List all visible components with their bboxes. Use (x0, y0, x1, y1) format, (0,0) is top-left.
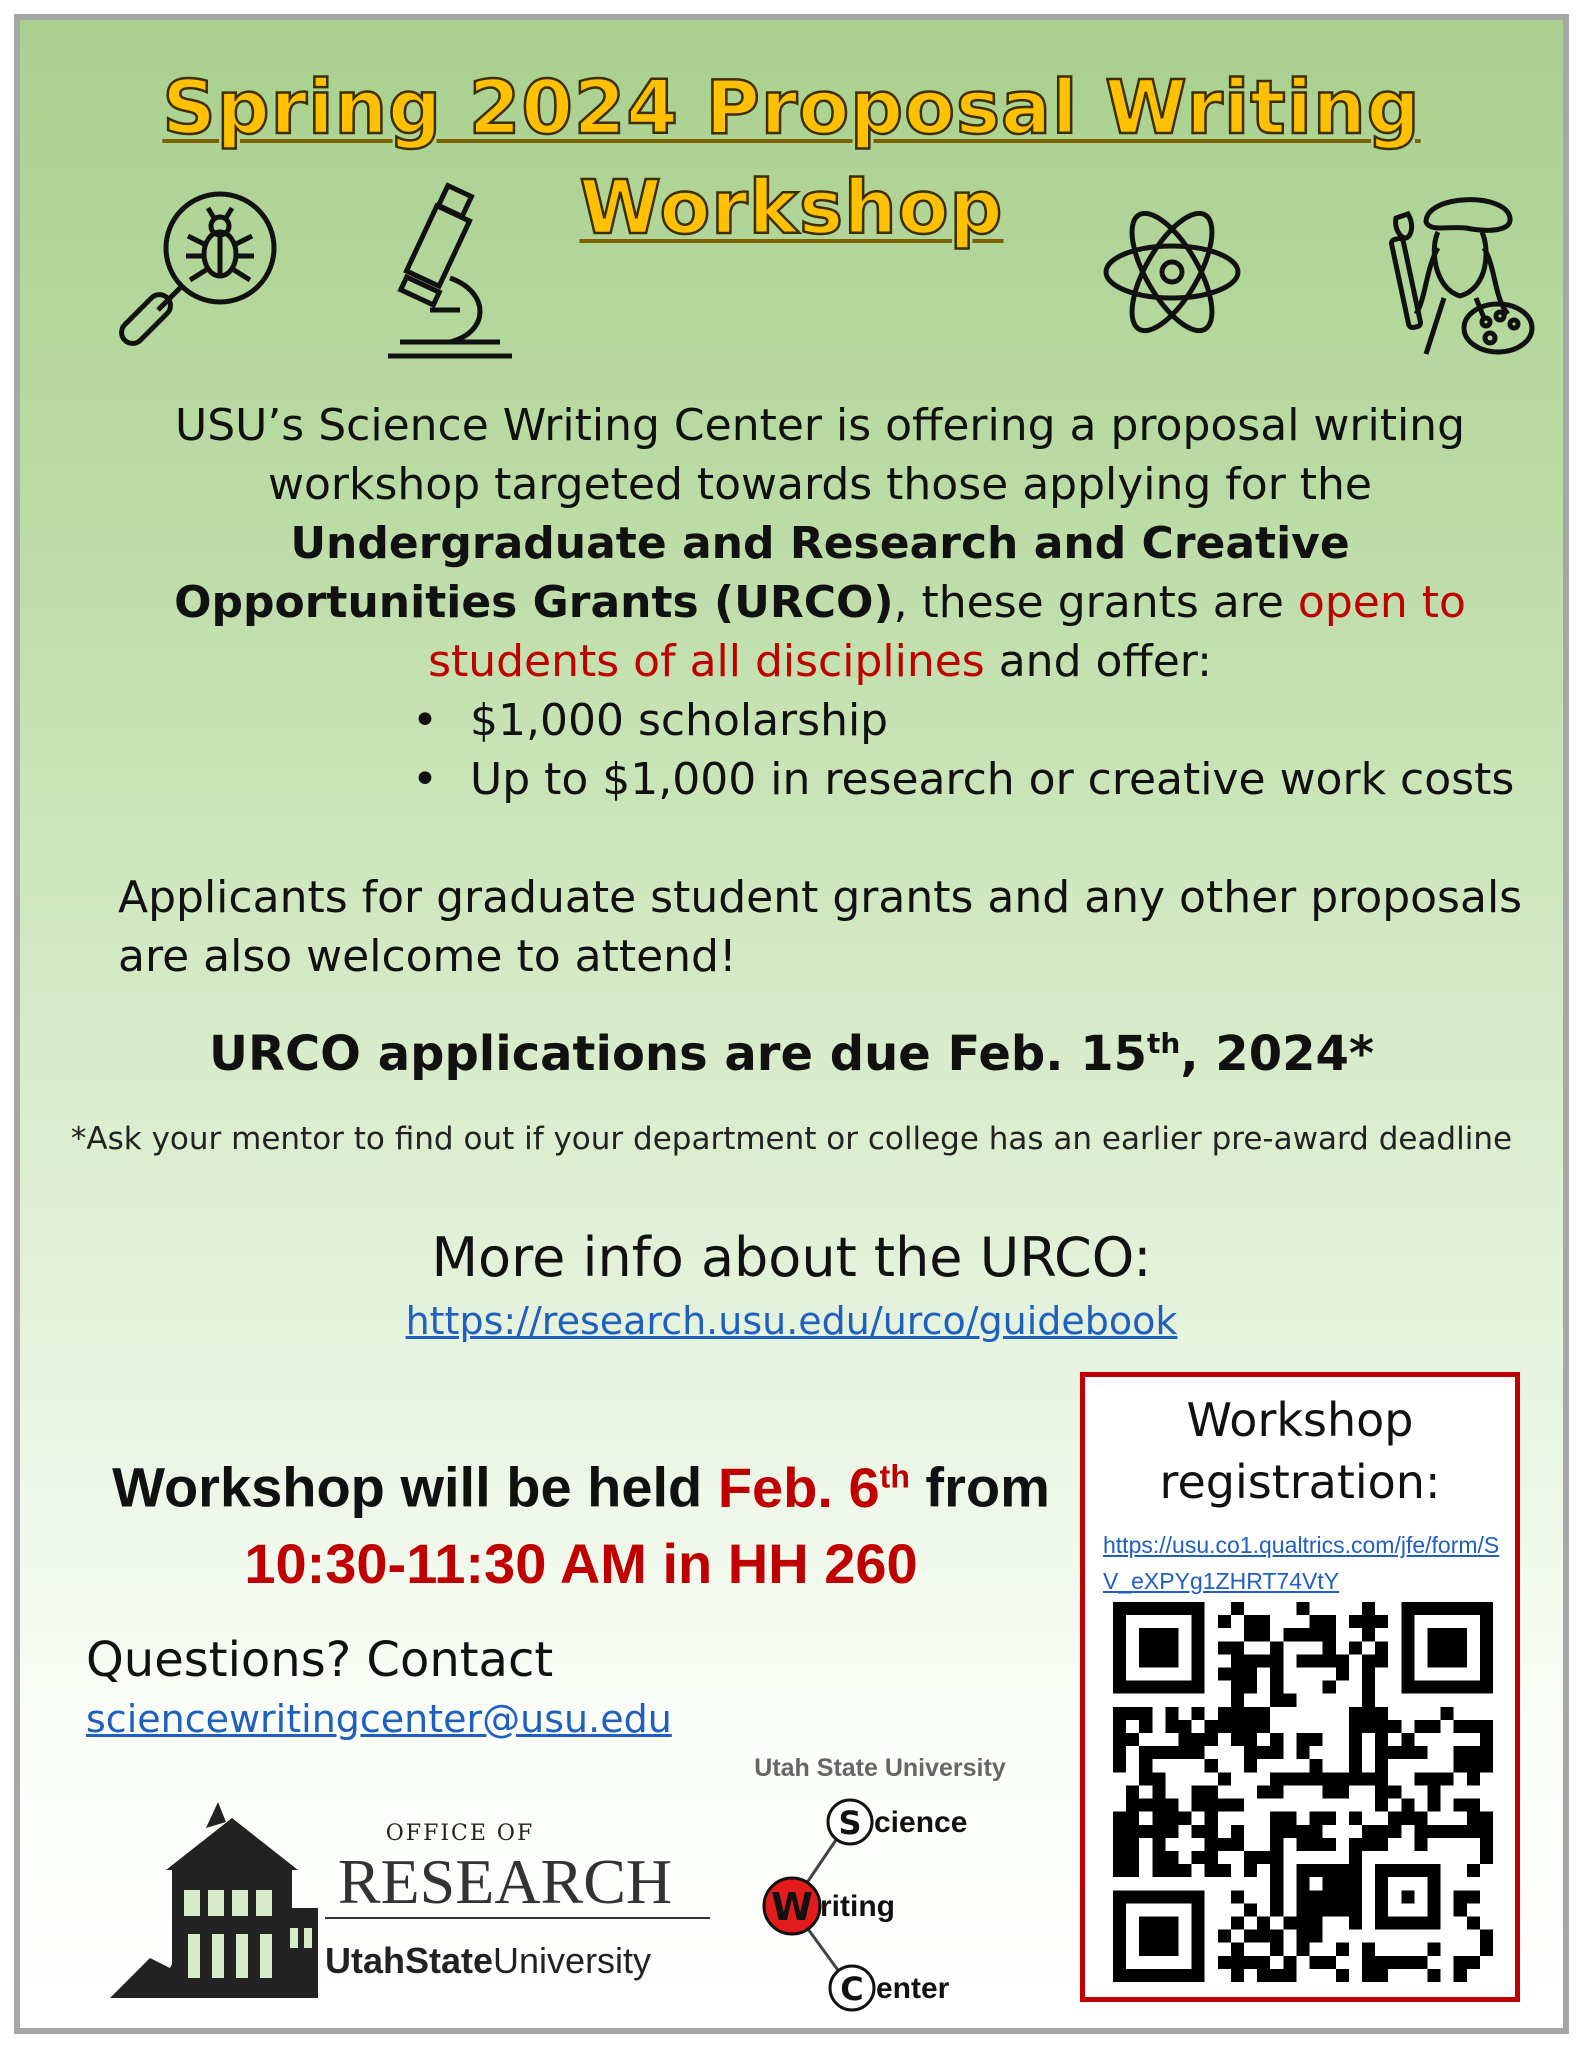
email-wrap (86, 1697, 672, 1741)
usu-bold: UtahState (325, 1940, 494, 1981)
workshop-date-sup: th (879, 1458, 910, 1494)
contact-email-link[interactable]: sciencewritingcenter@usu.edu (86, 1697, 672, 1741)
registration-title: Workshop registration: (1159, 1393, 1441, 1509)
office-of-research-logo (110, 1798, 730, 2008)
qr-code-icon[interactable] (1113, 1602, 1493, 1982)
science-writing-center-logo (720, 1748, 1040, 2018)
workshop-date (718, 1456, 910, 1519)
bug-magnifier-icon (112, 188, 292, 368)
questions-label: Questions? Contact (86, 1632, 554, 1688)
flyer-title-line2: Workshop (579, 165, 1004, 251)
applicants-paragraph: Applicants for graduate student grants and any other proposals are also welcome to attend! (118, 872, 1523, 982)
guidebook-link[interactable]: https://research.usu.edu/urco/guidebook (405, 1299, 1178, 1343)
intro-paragraph (120, 396, 1520, 691)
swc-c-letter: C (840, 1970, 864, 2008)
due-date-heading (20, 1026, 1563, 1082)
workshop-prefix: Workshop will be held (112, 1455, 718, 1519)
swc-writing-text: riting (820, 1890, 895, 1923)
offer-list (412, 691, 1532, 809)
due-sup: th (1147, 1027, 1181, 1060)
atom-icon (1102, 192, 1242, 352)
workshop-from: from (909, 1455, 1050, 1519)
registration-box (1080, 1372, 1520, 2002)
swc-w-letter: W (771, 1885, 813, 1929)
swc-header: Utah State University (754, 1754, 1006, 1782)
intro-text-3: and offer: (984, 636, 1212, 687)
workshop-date-text: Feb. 6 (717, 1455, 880, 1519)
list-item: • $1,000 scholarship (412, 691, 1532, 750)
workshop-details (76, 1438, 1086, 1602)
open-disciplines-text: open to students of all disciplines (428, 577, 1466, 687)
research-text: RESEARCH (337, 1846, 673, 1917)
more-info-heading: More info about the URCO: (431, 1226, 1152, 1289)
due-suffix: , 2024* (1180, 1026, 1374, 1082)
flyer (14, 14, 1569, 2034)
mentor-note: *Ask your mentor to find out if your department or college has an earlier pre-award deadline (70, 1121, 1513, 1157)
more-info-link-wrap (20, 1299, 1563, 1343)
registration-link-wrap (1103, 1527, 1507, 1599)
due-prefix: URCO applications are due Feb. 15 (209, 1026, 1148, 1082)
registration-link[interactable]: https://usu.co1.qualtrics.com/jfe/form/SV_eXPYg1ZHRT74VtY (1103, 1532, 1500, 1594)
workshop-time-place: 10:30-11:30 AM in HH 260 (244, 1531, 918, 1595)
urco-name: Undergraduate and Research and Creative Opportunities Grants (URCO) (174, 518, 1350, 628)
usu-light: University (493, 1940, 652, 1981)
office-of-text: OFFICE OF (385, 1821, 535, 1846)
swc-s-letter: S (838, 1804, 862, 1842)
swc-center-text: enter (876, 1972, 950, 2005)
intro-text-2: , these grants are (893, 577, 1298, 628)
list-item: • Up to $1,000 in research or creative work costs (412, 750, 1532, 809)
microscope-icon (380, 182, 520, 362)
artist-icon (1386, 188, 1536, 358)
usu-wordmark (325, 1940, 651, 1981)
flyer-title-line1: Spring 2024 Proposal Writing (162, 65, 1421, 151)
swc-science-text: cience (874, 1806, 968, 1839)
intro-text-1: USU’s Science Writing Center is offering a proposal writing workshop targeted towards those applying for the (174, 400, 1465, 510)
